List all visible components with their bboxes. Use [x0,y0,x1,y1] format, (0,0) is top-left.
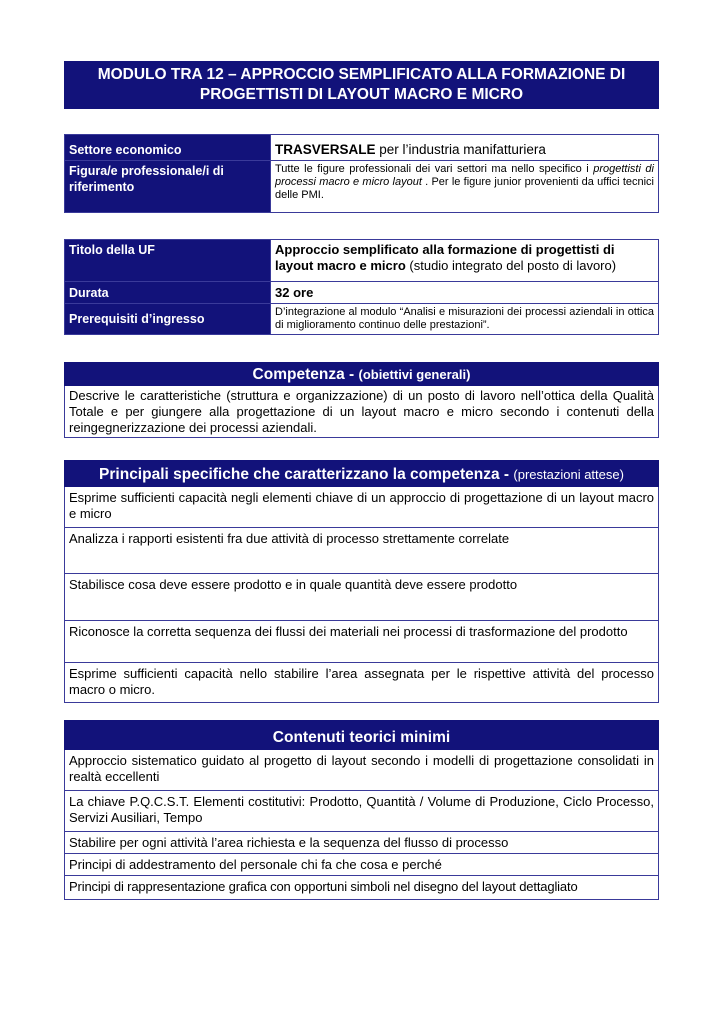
contenuto-item: La chiave P.Q.C.S.T. Elementi costitutivi: Prodotto, Quantità / Volume di Produzione, Ciclo Processo, Servizi Ausiliari, Tempo [64,791,659,832]
competenza-text: Descrive le caratteristiche (struttura e organizzazione) di un posto di lavoro nell’ottica della Qualità Totale e per giungere alla progettazione di un layout macro e micro secondo i contenuti della reingegnerizzazione dei processi aziendali. [64,386,659,438]
figura-value [271,161,659,213]
contenuto-item: Stabilire per ogni attività l’area richiesta e la sequenza del flusso di processo [64,832,659,854]
titolo-uf-label: Titolo della UF [65,240,271,282]
contenuto-item: Principi di rappresentazione grafica con opportuni simboli nel disegno del layout dettagliato [64,876,659,900]
settore-value-bold: TRASVERSALE [275,142,376,157]
competenza-heading-sub: (obiettivi generali) [358,367,471,382]
specifica-item: Riconosce la corretta sequenza dei flussi dei materiali nei processi di trasformazione del prodotto [64,621,659,663]
specifiche-heading [64,460,659,487]
specifica-item: Esprime sufficienti capacità negli elementi chiave di un approccio di progettazione di un layout macro e micro [64,487,659,528]
settore-value [271,135,659,161]
specifiche-section [64,460,659,703]
specifica-item: Stabilisce cosa deve essere prodotto e in quale quantità deve essere prodotto [64,574,659,621]
competenza-heading-main: Competenza - [252,366,359,383]
competenza-section [64,362,659,438]
titolo-uf-value [271,240,659,282]
info-table-uf [64,239,659,335]
specifiche-heading-sub: (prestazioni attese) [513,467,624,482]
durata-label: Durata [65,282,271,304]
titolo-uf-bold: Approccio semplificato alla formazione di progettisti di layout macro e micro [275,242,615,273]
settore-value-rest: per l’industria manifatturiera [375,142,546,157]
prerequisiti-value: D’integrazione al modulo “Analisi e misurazioni dei processi aziendali in ottica di miglioramento continuo delle prestazioni”. [271,304,659,335]
contenuto-item: Approccio sistematico guidato al progetto di layout secondo i modelli di progettazione consolidati in realtà eccellenti [64,750,659,791]
competenza-heading [64,362,659,386]
contenuti-section [64,720,659,900]
document-title-text: MODULO TRA 12 – APPROCCIO SEMPLIFICATO ALLA FORMAZIONE DI PROGETTISTI DI LAYOUT MACRO E MICRO [97,66,626,103]
info-table-settore [64,134,659,213]
contenuti-heading: Contenuti teorici minimi [64,720,659,750]
specifiche-heading-main: Principali specifiche che caratterizzano la competenza - [99,466,514,483]
settore-label: Settore economico [65,135,271,161]
figura-text-2: . Per le figure junior provenienti da uffici tecnici delle PMI. [275,176,654,201]
titolo-uf-rest: (studio integrato del posto di lavoro) [405,258,617,273]
durata-value: 32 ore [271,282,659,304]
document-title [64,61,659,109]
specifica-item: Analizza i rapporti esistenti fra due attività di processo strettamente correlate [64,528,659,574]
figura-text-italic: progettisti di processi macro e micro layout [275,163,654,188]
prerequisiti-label: Prerequisiti d’ingresso [65,304,271,335]
figura-label: Figura/e professionale/i di riferimento [65,161,271,213]
specifica-item: Esprime sufficienti capacità nello stabilire l’area assegnata per le rispettive attività del processo macro o micro. [64,663,659,703]
contenuto-item: Principi di addestramento del personale chi fa che cosa e perché [64,854,659,876]
figura-text-1: Tutte le figure professionali dei vari settori ma nello specifico i [275,163,594,175]
